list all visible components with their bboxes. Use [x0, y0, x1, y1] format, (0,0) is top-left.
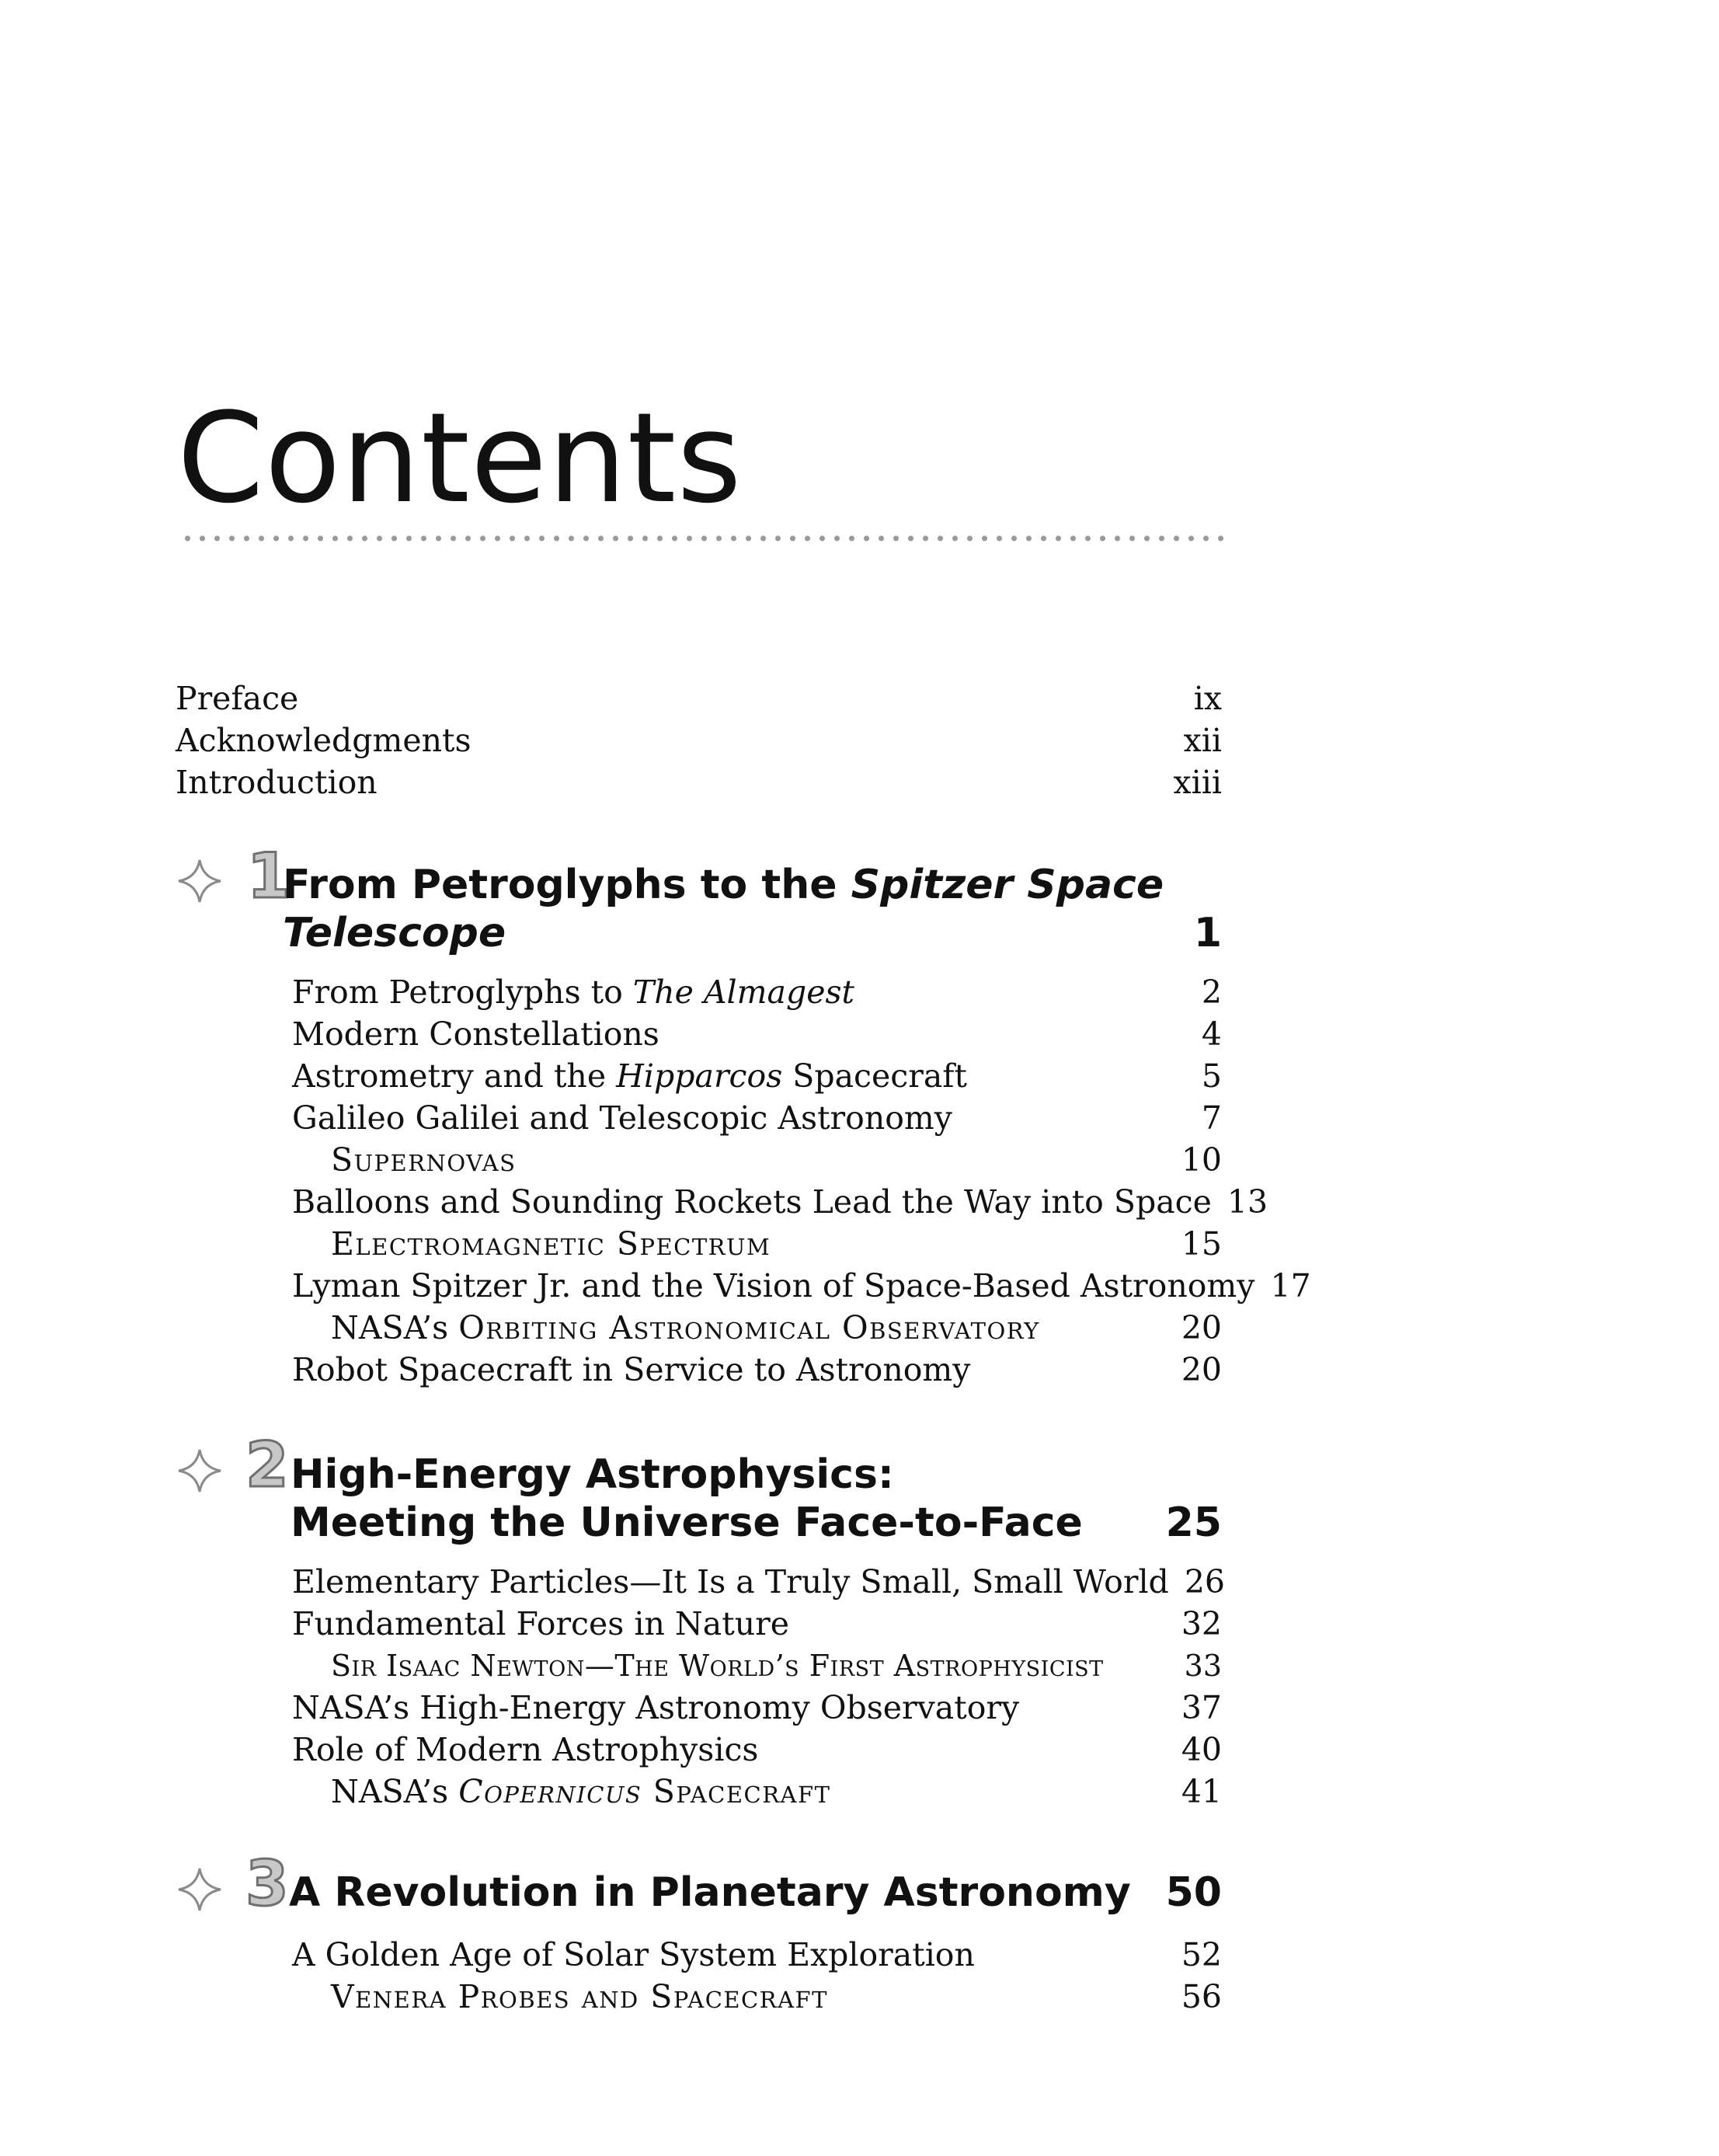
- chapter-title-line2: Meeting the Universe Face-to-Face: [291, 1499, 1083, 1546]
- toc-entry-preface[interactable]: [176, 677, 1222, 719]
- toc-entry[interactable]: [292, 1729, 1222, 1771]
- entry-page: 33: [1184, 1649, 1222, 1683]
- star-icon: [176, 857, 224, 905]
- entry-page: 41: [1181, 1773, 1222, 1810]
- toc-entry[interactable]: [292, 1349, 1222, 1391]
- entry-label: NASA’s High-Energy Astronomy Observatory: [292, 1689, 1020, 1726]
- chapter-title-line1: A Revolution in Planetary Astronomy: [289, 1869, 1131, 1916]
- entry-page: 15: [1181, 1225, 1222, 1263]
- toc-entry[interactable]: [292, 1687, 1222, 1729]
- sidebar-label: Venera Probes and Spacecraft: [331, 1978, 828, 2015]
- toc-sidebar-entry[interactable]: [331, 1976, 1222, 2018]
- entry-label-italic: The Almagest: [632, 974, 854, 1011]
- sidebar-label: Orbiting Astronomical Observatory: [458, 1309, 1040, 1346]
- entry-label-italic: Hipparcos: [616, 1057, 783, 1095]
- toc-entry[interactable]: [292, 1055, 1222, 1097]
- entry-page: 10: [1181, 1141, 1222, 1179]
- chapter-title-text: From Petroglyphs to the: [283, 862, 851, 908]
- entry-label: Introduction: [176, 764, 378, 801]
- entry-page: 13: [1227, 1183, 1268, 1221]
- entry-page: 32: [1181, 1605, 1222, 1642]
- entry-page: 52: [1181, 1936, 1222, 1973]
- sidebar-label: Sir Isaac Newton—The World’s First Astrophysicist: [331, 1649, 1104, 1683]
- entry-label-suffix: Spacecraft: [782, 1057, 967, 1095]
- chapter-heading-1[interactable]: [283, 861, 1222, 957]
- chapter-title-italic: Spitzer Space: [851, 862, 1164, 908]
- toc-sidebar-entry[interactable]: [331, 1771, 1222, 1813]
- entry-label: A Golden Age of Solar System Exploration: [292, 1936, 975, 1973]
- entry-label: Preface: [176, 680, 299, 717]
- toc-entry-acknowledgments[interactable]: [176, 719, 1222, 761]
- entry-page: 7: [1201, 1099, 1222, 1137]
- sidebar-label-prefix: NASA’s: [331, 1773, 459, 1810]
- chapter-title-italic-line2: Telescope: [283, 910, 506, 956]
- sidebar-label: Electromagnetic Spectrum: [331, 1225, 771, 1263]
- chapter-page: 1: [1193, 910, 1222, 956]
- dotted-rule: [180, 535, 1229, 542]
- entry-page: 17: [1270, 1267, 1311, 1304]
- entry-label: Elementary Particles—It Is a Truly Small, Small World: [292, 1563, 1169, 1600]
- chapter-heading-3[interactable]: [289, 1869, 1222, 1917]
- chapter-page: 50: [1165, 1869, 1222, 1916]
- entry-label: Role of Modern Astrophysics: [292, 1731, 759, 1768]
- entry-label: Fundamental Forces in Nature: [292, 1605, 789, 1642]
- toc-entry[interactable]: [292, 1097, 1222, 1139]
- entry-label: Balloons and Sounding Rockets Lead the Way into Space: [292, 1183, 1212, 1221]
- entry-page: 4: [1201, 1015, 1222, 1053]
- entry-page: xii: [1183, 722, 1222, 759]
- entry-label: Astrometry and the: [292, 1057, 617, 1095]
- entry-page: 20: [1181, 1351, 1222, 1388]
- entry-label: Galileo Galilei and Telescopic Astronomy: [292, 1099, 952, 1137]
- sidebar-label: Supernovas: [331, 1141, 517, 1179]
- toc-entry-introduction[interactable]: [176, 761, 1222, 803]
- entry-page: 26: [1184, 1563, 1225, 1600]
- entry-page: 37: [1181, 1689, 1222, 1726]
- sidebar-label-prefix: NASA’s: [331, 1309, 459, 1346]
- toc-entry[interactable]: [292, 1181, 1268, 1223]
- entry-page: 2: [1201, 974, 1222, 1011]
- entry-page: 20: [1181, 1309, 1222, 1346]
- chapter-number: 3: [245, 1848, 289, 1920]
- toc-entry[interactable]: [292, 1013, 1222, 1055]
- entry-label: Acknowledgments: [176, 722, 472, 759]
- toc-entry[interactable]: [292, 1265, 1311, 1307]
- sidebar-label-italic: Copernicus: [458, 1773, 642, 1810]
- entry-page: 56: [1181, 1978, 1222, 2015]
- entry-label: Lyman Spitzer Jr. and the Vision of Space-Based Astronomy: [292, 1267, 1255, 1304]
- toc-entry[interactable]: [292, 1934, 1222, 1976]
- toc-entry[interactable]: [292, 1561, 1225, 1603]
- chapter-page: 25: [1165, 1499, 1222, 1546]
- toc-sidebar-entry[interactable]: [331, 1139, 1222, 1181]
- entry-page: 40: [1181, 1731, 1222, 1768]
- entry-page: xiii: [1173, 764, 1222, 801]
- chapter-heading-2[interactable]: [291, 1451, 1222, 1547]
- toc-entry[interactable]: [292, 1603, 1222, 1645]
- toc-sidebar-entry[interactable]: [331, 1645, 1222, 1687]
- entry-label: From Petroglyphs to: [292, 974, 633, 1011]
- chapter-number: 1: [247, 840, 291, 912]
- star-icon: [176, 1865, 224, 1914]
- sidebar-label: Spacecraft: [642, 1773, 831, 1810]
- star-icon: [176, 1447, 224, 1495]
- toc-entry[interactable]: [292, 971, 1222, 1013]
- entry-label: Modern Constellations: [292, 1015, 659, 1053]
- entry-page: ix: [1193, 680, 1222, 717]
- entry-label: Robot Spacecraft in Service to Astronomy: [292, 1351, 971, 1388]
- toc-sidebar-entry[interactable]: [331, 1307, 1222, 1349]
- chapter-number: 2: [245, 1429, 289, 1501]
- toc-sidebar-entry[interactable]: [331, 1223, 1222, 1265]
- page-title: Contents: [177, 385, 743, 531]
- entry-page: 5: [1201, 1057, 1222, 1095]
- chapter-title-line1: High-Energy Astrophysics:: [291, 1451, 894, 1498]
